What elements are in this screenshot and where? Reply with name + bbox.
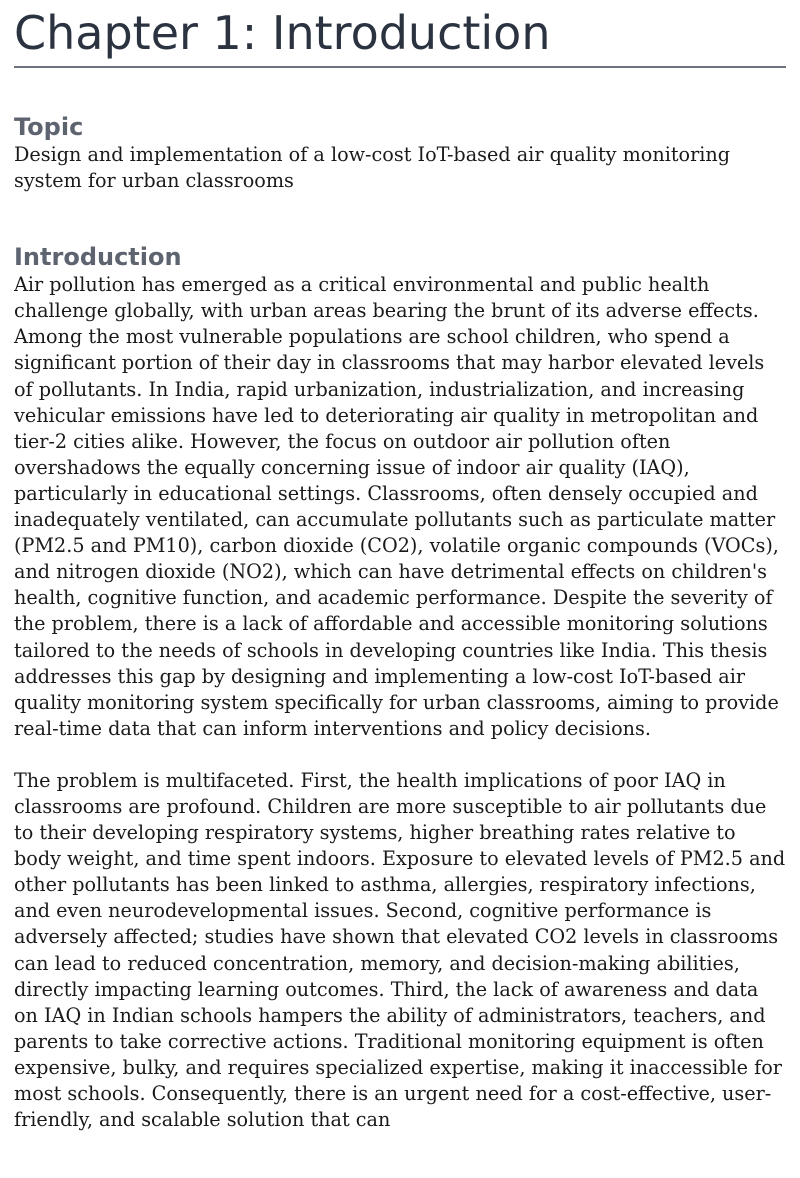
introduction-heading: Introduction — [14, 243, 182, 272]
chapter-title: Chapter 1: Introduction — [14, 2, 786, 68]
introduction-paragraph-1: Air pollution has emerged as a critical environmental and public health challenge globally, with urban areas bearing the brunt of its adverse effects. Among the most vulnerable populations are school children, who spend a significant portion of their day in classrooms that may harbor elevated levels of pollutants. In India, rapid urbanization, industrialization, and increasing vehicular emissions have led to deteriorating air quality in metropolitan and tier-2 cities alike. However, the focus on outdoor air pollution often overshadows the equally concerning issue of indoor air quality (IAQ), particularly in educational settings. Classrooms, often densely occupied and inadequately ventilated, can accumulate pollutants such as particulate matter (PM2.5 and PM10), carbon dioxide (CO2), volatile organic compounds (VOCs), and nitrogen dioxide (NO2), which can have detrimental effects on children's health, cognitive function, and academic performance. Despite the severity of the problem, there is a lack of affordable and accessible monitoring solutions tailored to the needs of schools in developing countries like India. This thesis addresses this gap by designing and implementing a low-cost IoT-based air quality monitoring system specifically for urban classrooms, aiming to provide real-time data that can inform interventions and policy decisions. — [14, 273, 779, 740]
introduction-section — [14, 242, 786, 1133]
topic-section — [14, 112, 786, 194]
introduction-paragraph-2: The problem is multifaceted. First, the health implications of poor IAQ in classrooms are profound. Children are more susceptible to air pollutants due to their developing respiratory systems, higher breathing rates relative to body weight, and time spent indoors. Exposure to elevated levels of PM2.5 and other pollutants has been linked to asthma, allergies, respiratory infections, and even neurodevelopmental issues. Second, cognitive performance is adversely affected; studies have shown that elevated CO2 levels in classrooms can lead to reduced concentration, memory, and decision-making abilities, directly impacting learning outcomes. Third, the lack of awareness and data on IAQ in Indian schools hampers the ability of administrators, teachers, and parents to take corrective actions. Traditional monitoring equipment is often expensive, bulky, and requires specialized expertise, making it inaccessible for most schools. Consequently, there is an urgent need for a cost-effective, user-friendly, and scalable solution that can — [14, 768, 786, 1132]
topic-heading: Topic — [14, 113, 84, 141]
topic-text: Design and implementation of a low-cost IoT-based air quality monitoring system for urban classrooms — [14, 143, 731, 193]
